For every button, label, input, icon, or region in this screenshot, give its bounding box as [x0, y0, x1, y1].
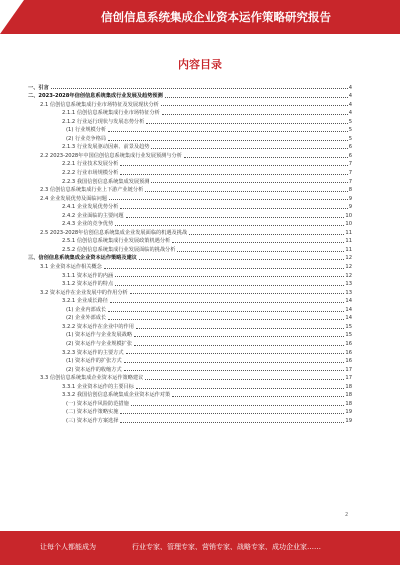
toc-entry[interactable] — [28, 313, 352, 322]
toc-leader-dots — [104, 268, 345, 269]
toc-leader-dots — [172, 396, 344, 397]
toc-entry[interactable] — [28, 407, 352, 416]
toc-leader-dots — [145, 379, 344, 380]
toc-entry-page: 11 — [345, 238, 352, 245]
toc-entry[interactable] — [28, 133, 352, 142]
toc-entry-page: 8 — [348, 187, 352, 194]
toc-entry[interactable] — [28, 321, 352, 330]
toc-entry-page: 7 — [348, 178, 352, 185]
toc-entry-text: 2.5 2023-2028年信创信息系统集成企业发展面临的机遇及挑战 — [40, 229, 188, 236]
toc-leader-dots — [131, 405, 345, 406]
toc-entry-page: 13 — [345, 281, 352, 288]
toc-entry[interactable] — [28, 142, 352, 151]
toc-entry-text: 3.1 企业资本运作相关概念 — [40, 264, 102, 271]
toc-entry-text: (2) 资本运作的收缩方式 — [66, 366, 122, 373]
toc-entry[interactable] — [28, 116, 352, 125]
toc-entry-text: 2.4.2 企业面临的主要问题 — [62, 212, 124, 219]
toc-entry-text: 3.1.2 资本运作的特点 — [62, 281, 114, 288]
toc-leader-dots — [145, 191, 347, 192]
table-of-contents — [28, 82, 352, 424]
toc-entry-page: 18 — [345, 392, 352, 399]
toc-entry-text: (1) 行业规模分析 — [66, 127, 107, 134]
toc-entry-page: 12 — [345, 264, 352, 271]
toc-entry-text: 2.1 信创信息系统集成行业市场特征及发展现状分析 — [40, 101, 159, 108]
toc-entry-page: 4 — [348, 93, 352, 100]
toc-leader-dots — [115, 276, 344, 277]
toc-entry-text: 2.3 信创信息系统集成行业上下游产业链分析 — [40, 187, 144, 194]
toc-entry[interactable] — [28, 415, 352, 424]
toc-entry-page: 6 — [348, 144, 352, 151]
toc-entry-text: 3.3.2 我国信创信息系统集成企业资本运作对策 — [62, 392, 171, 399]
toc-entry[interactable] — [28, 253, 352, 262]
toc-entry[interactable] — [28, 219, 352, 228]
toc-leader-dots — [126, 217, 345, 218]
toc-leader-dots — [162, 114, 348, 115]
toc-entry-page: 5 — [348, 135, 352, 142]
toc-entry-text: (二) 资本运作策略实施 — [66, 409, 119, 416]
toc-entry[interactable] — [28, 338, 352, 347]
toc-entry-page: 14 — [345, 315, 352, 322]
toc-leader-dots — [108, 319, 344, 320]
report-title: 信创信息系统集成企业资本运作策略研究报告 — [101, 10, 331, 24]
footer-roles: 行业专家、管理专家、营销专家、战略专家、成功企业家…… — [132, 543, 321, 551]
toc-entry[interactable] — [28, 202, 352, 211]
toc-entry[interactable] — [28, 390, 352, 399]
toc-leader-dots — [161, 105, 348, 106]
toc-entry-page: 15 — [345, 323, 352, 330]
toc-entry-page: 11 — [345, 246, 352, 253]
toc-entry[interactable] — [28, 347, 352, 356]
toc-entry-page: 10 — [345, 212, 352, 219]
toc-entry-page: 15 — [345, 332, 352, 339]
header-banner — [0, 0, 400, 34]
toc-entry[interactable] — [28, 167, 352, 176]
toc-entry[interactable] — [28, 296, 352, 305]
toc-entry-page: 14 — [345, 298, 352, 305]
toc-leader-dots — [115, 225, 344, 226]
toc-entry[interactable] — [28, 150, 352, 159]
toc-leader-dots — [151, 182, 347, 183]
toc-entry-text: 3.3.1 企业资本运作的主要目标 — [62, 383, 134, 390]
toc-entry[interactable] — [28, 227, 352, 236]
toc-entry-page: 19 — [345, 409, 352, 416]
toc-entry-text: (2) 行业竞争格局 — [66, 135, 107, 142]
toc-entry-text: 一、引言 — [28, 84, 49, 91]
toc-entry-page: 11 — [345, 229, 352, 236]
toc-entry-page: 12 — [345, 272, 352, 279]
toc-entry-text: 2.1.3 行业发展驱动因素、前景及趋势 — [62, 144, 150, 151]
toc-leader-dots — [136, 388, 344, 389]
toc-leader-dots — [108, 140, 348, 141]
toc-entry[interactable] — [28, 82, 352, 91]
toc-entry-text: 2.4.3 企业的竞争优势 — [62, 221, 114, 228]
toc-leader-dots — [110, 302, 344, 303]
header-corner-decoration — [0, 0, 24, 34]
toc-leader-dots — [172, 242, 344, 243]
toc-entry-text: 2.1.2 行业运行现状与发展态势分析 — [62, 118, 145, 125]
toc-entry-page: 18 — [345, 383, 352, 390]
toc-entry-text: (三) 资本运作方案选择 — [66, 417, 119, 424]
toc-leader-dots — [124, 362, 345, 363]
toc-leader-dots — [134, 345, 344, 346]
toc-entry-page: 16 — [345, 349, 352, 356]
toc-entry-text: (2) 资本运作与企业规模扩张 — [66, 340, 133, 347]
toc-entry-page: 5 — [348, 118, 352, 125]
toc-leader-dots — [126, 353, 345, 354]
toc-entry-page: 16 — [345, 340, 352, 347]
toc-heading: 内容目录 — [178, 58, 222, 71]
toc-leader-dots — [108, 311, 344, 312]
toc-entry-text: 3.3 信创信息系统集成企业资本运作策略建议 — [40, 375, 144, 382]
toc-leader-dots — [120, 208, 347, 209]
toc-leader-dots — [120, 174, 347, 175]
toc-entry[interactable] — [28, 330, 352, 339]
toc-leader-dots — [120, 422, 344, 423]
toc-entry-text: 3.2.3 资本运作的主要方式 — [62, 349, 124, 356]
toc-leader-dots — [146, 123, 347, 124]
footer-slogan: 让每个人都能成为 — [40, 543, 96, 551]
toc-entry-text: (2) 企业外部成长 — [66, 315, 107, 322]
toc-entry[interactable] — [28, 99, 352, 108]
toc-entry[interactable] — [28, 261, 352, 270]
toc-entry-page: 17 — [345, 375, 352, 382]
toc-entry-text: (一) 资本运作风险防范措施 — [66, 400, 129, 407]
toc-leader-dots — [124, 370, 345, 371]
toc-entry-page: 9 — [348, 195, 352, 202]
toc-entry[interactable] — [28, 279, 352, 288]
page-number: 2 — [345, 512, 349, 518]
toc-entry[interactable] — [28, 287, 352, 296]
toc-entry-text: 2.2.3 我国信创信息系统集成发展预测 — [62, 178, 150, 185]
footer-banner — [0, 531, 400, 565]
toc-leader-dots — [136, 328, 344, 329]
toc-entry-text: 3.1.1 资本运作的内涵 — [62, 272, 114, 279]
toc-entry-page: 17 — [345, 366, 352, 373]
toc-leader-dots — [108, 131, 348, 132]
toc-entry-text: 2.5.1 信创信息系统集成行业发展政策机遇分析 — [62, 238, 171, 245]
toc-entry-text: 3.2.1 企业成长路径 — [62, 298, 108, 305]
toc-entry-text: 2.2.2 行业市场规模分析 — [62, 170, 119, 177]
toc-entry-text: 3.2 资本运作在企业发展中的作用分析 — [40, 289, 128, 296]
toc-leader-dots — [177, 251, 344, 252]
toc-leader-dots — [139, 259, 344, 260]
toc-entry-text: 2.1.1 信创信息系统集成行业市场特征分析 — [62, 110, 160, 117]
toc-entry[interactable] — [28, 91, 352, 100]
toc-entry-page: 12 — [345, 255, 352, 262]
toc-entry[interactable] — [28, 193, 352, 202]
toc-entry[interactable] — [28, 125, 352, 134]
toc-entry[interactable] — [28, 356, 352, 365]
toc-entry-page: 7 — [348, 161, 352, 168]
toc-entry[interactable] — [28, 176, 352, 185]
toc-entry-text: (1) 资本运作与企业发展战略 — [66, 332, 133, 339]
toc-leader-dots — [130, 293, 345, 294]
toc-entry-text: 2.5.2 信创信息系统集成行业发展面临的挑战分析 — [62, 246, 176, 253]
toc-leader-dots — [184, 157, 348, 158]
toc-entry[interactable] — [28, 304, 352, 313]
toc-entry[interactable] — [28, 236, 352, 245]
toc-entry[interactable] — [28, 210, 352, 219]
toc-entry-text: (1) 企业内部成长 — [66, 306, 107, 313]
toc-entry[interactable] — [28, 398, 352, 407]
toc-entry[interactable] — [28, 381, 352, 390]
toc-entry-page: 10 — [345, 221, 352, 228]
toc-entry-page: 4 — [348, 101, 352, 108]
toc-leader-dots — [189, 234, 344, 235]
toc-entry[interactable] — [28, 244, 352, 253]
toc-entry-page: 19 — [345, 417, 352, 424]
toc-entry-page: 4 — [348, 84, 352, 91]
toc-entry[interactable] — [28, 108, 352, 117]
toc-leader-dots — [120, 413, 344, 414]
toc-leader-dots — [151, 148, 347, 149]
toc-entry-page: 5 — [348, 127, 352, 134]
toc-leader-dots — [115, 285, 344, 286]
toc-entry[interactable] — [28, 159, 352, 168]
toc-entry[interactable] — [28, 185, 352, 194]
toc-entry[interactable] — [28, 364, 352, 373]
toc-leader-dots — [120, 165, 347, 166]
toc-entry[interactable] — [28, 373, 352, 382]
toc-entry-page: 16 — [345, 358, 352, 365]
toc-entry-text: 2.2.1 行业技术发展分析 — [62, 161, 119, 168]
toc-entry-page: 7 — [348, 170, 352, 177]
toc-leader-dots — [134, 336, 344, 337]
toc-entry-text: 三、信创信息系统集成企业资本运作策略及建议 — [28, 255, 137, 262]
toc-entry-page: 6 — [348, 152, 352, 159]
toc-entry-page: 4 — [348, 110, 352, 117]
toc-leader-dots — [165, 97, 348, 98]
toc-entry-text: 2.4.1 企业发展优势分析 — [62, 204, 119, 211]
toc-entry[interactable] — [28, 270, 352, 279]
toc-entry-page: 18 — [345, 400, 352, 407]
toc-entry-page: 9 — [348, 204, 352, 211]
toc-entry-text: 3.2.2 资本运作在企业中的作用 — [62, 323, 134, 330]
toc-entry-text: 2.4 企业发展优势及面临问题 — [40, 195, 107, 202]
toc-entry-page: 13 — [345, 289, 352, 296]
toc-entry-page: 14 — [345, 306, 352, 313]
toc-leader-dots — [109, 199, 348, 200]
toc-entry-text: 二、2023-2028年信创信息系统集成行业发展及趋势预测 — [28, 93, 163, 100]
toc-entry-text: 2.2 2023-2028年中国信创信息系统集成行业发展预测与分析 — [40, 152, 182, 159]
toc-entry-text: (1) 资本运作的扩张方式 — [66, 358, 122, 365]
toc-leader-dots — [51, 88, 348, 89]
